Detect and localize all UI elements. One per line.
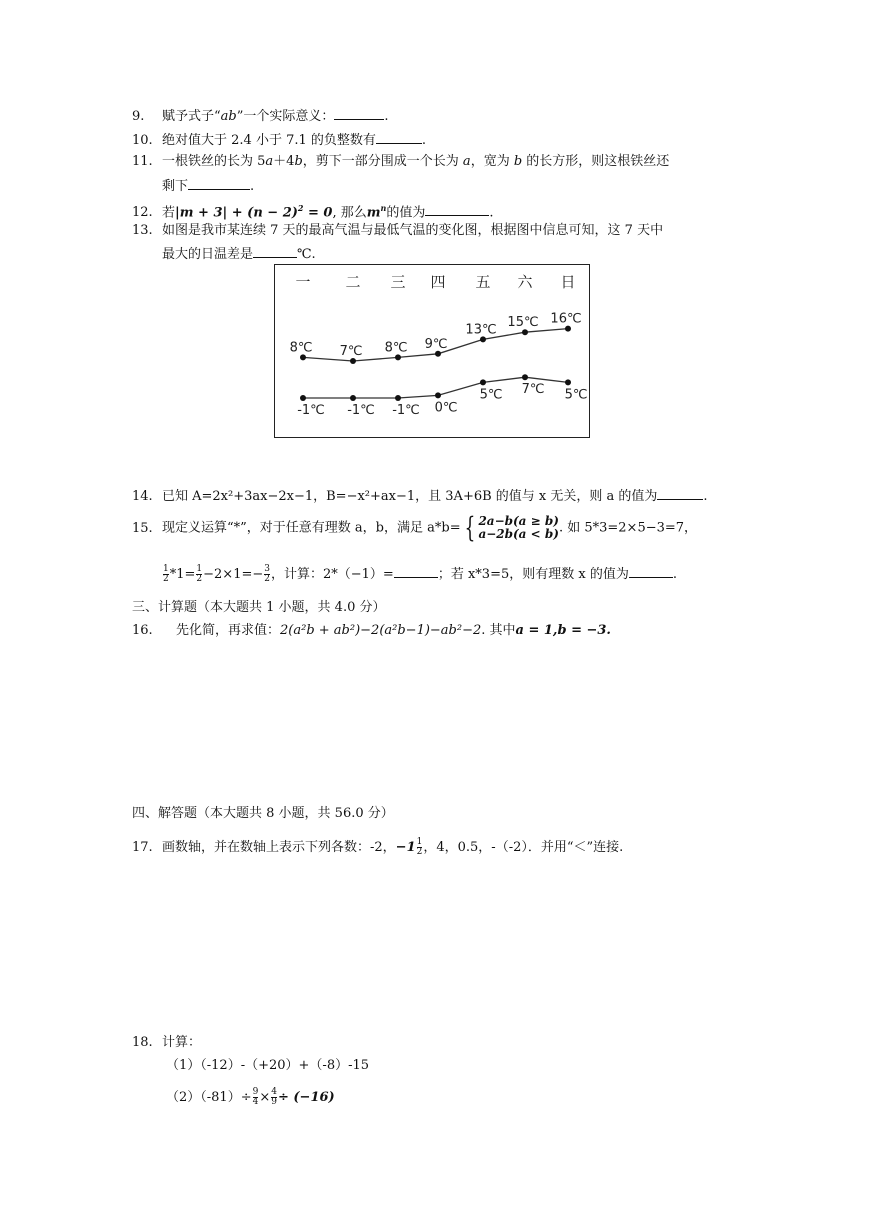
question-13: 13. 如图是我市某连续 7 天的最高气温与最低气温的变化图，根据图中信息可知，这 7 天中 xyxy=(132,223,664,238)
answer-blank[interactable] xyxy=(629,564,673,578)
chart-data-label: 15℃ xyxy=(507,315,539,331)
question-15: 15. 现定义运算“*”，对于任意有理数 a，b，满足 a*b= { 2a−b(a ≥ b) a−2b(a < b) . 如 5*3=2×5−3=7， xyxy=(132,511,698,544)
chart-point xyxy=(522,374,528,380)
question-13-line2: 最大的日温差是 ℃. xyxy=(162,244,316,264)
chart-data-label: 13℃ xyxy=(465,322,497,338)
fraction: $\frac{1}{2}$ xyxy=(416,837,423,857)
chart-point xyxy=(565,379,571,385)
chart-point xyxy=(435,392,441,398)
question-number: 17. xyxy=(132,840,153,855)
section-4-heading: 四、解答题（本大题共 8 小题，共 56.0 分） xyxy=(132,806,394,821)
chart-data-label: 8℃ xyxy=(384,340,408,356)
fraction: $\frac{3}{2}$ xyxy=(264,564,270,584)
question-number: 13. xyxy=(132,223,153,238)
question-number: 9. xyxy=(132,109,145,124)
chart-point xyxy=(395,395,401,401)
question-number: 11. xyxy=(132,154,153,169)
question-11-line2: 剩下 . xyxy=(162,176,254,196)
chart-point xyxy=(350,395,356,401)
question-11: 11. 一根铁丝的长为 5a＋4b，剪下一部分围成一个长为 a，宽为 b 的长方形，则这根铁丝还 xyxy=(132,154,670,169)
question-12: 12. 若$|m + 3| + (n - 2)^2 = 0$, 那么$m^n$的值为 . xyxy=(132,203,494,221)
question-18: 18. 计算： xyxy=(132,1035,202,1050)
chart-data-label: 5℃ xyxy=(479,387,503,403)
chart-category-label: 六 xyxy=(517,273,533,291)
chart-data-label: 5℃ xyxy=(564,387,588,403)
chart-data-label: 9℃ xyxy=(424,336,448,352)
temperature-chart xyxy=(274,264,590,438)
question-14: 14. 已知 A=2x²+3ax−2x−1，B=−x²+ax−1，且 3A+6B 的值与 x 无关，则 a 的值为 . xyxy=(132,486,708,506)
chart-data-label: 7℃ xyxy=(339,344,363,359)
chart-category-label: 二 xyxy=(345,273,361,291)
question-number: 14. xyxy=(132,489,153,504)
answer-blank[interactable] xyxy=(188,176,250,190)
chart-data-label: 0℃ xyxy=(434,400,458,416)
chart-data-label: -1℃ xyxy=(297,403,325,418)
fraction: $\frac{1}{2}$ xyxy=(163,564,169,584)
question-9: 9. 赋予式子“ab”一个实际意义： . xyxy=(132,106,389,126)
chart-category-label: 四 xyxy=(430,273,446,291)
question-18-part-2: （2）（-81）÷ $\frac{9}{4}$ × $\frac{4}{9}$ ÷ (−16) xyxy=(166,1087,335,1107)
question-number: 15. xyxy=(132,520,153,536)
chart-category-label: 一 xyxy=(295,273,311,291)
answer-blank[interactable] xyxy=(334,106,384,120)
answer-blank[interactable] xyxy=(657,486,703,500)
question-number: 16. xyxy=(132,623,153,638)
answer-blank[interactable] xyxy=(253,244,297,258)
chart-category-label: 五 xyxy=(475,273,491,291)
fraction: $\frac{1}{2}$ xyxy=(196,564,203,584)
piecewise-definition: { 2a−b(a ≥ b) a−2b(a < b) xyxy=(464,511,559,544)
question-17: 17. 画数轴，并在数轴上表示下列各数：-2，−1 $\frac{1}{2}$ ，4，0.5，-（-2）．并用“＜”连接. xyxy=(132,837,624,857)
chart-data-label: -1℃ xyxy=(392,403,420,418)
chart-category-label: 日 xyxy=(560,273,576,291)
chart-data-label: 8℃ xyxy=(289,340,313,356)
answer-blank[interactable] xyxy=(425,202,489,216)
question-number: 12. xyxy=(132,205,153,221)
question-16: 16. 先化简，再求值：2(a²b + ab²)−2(a²b−1)−ab²−2. 其中a = 1,b = −3. xyxy=(132,623,611,638)
fraction: $\frac{4}{9}$ xyxy=(271,1087,277,1107)
chart-data-label: 7℃ xyxy=(521,382,545,398)
chart-point xyxy=(480,379,486,385)
answer-blank[interactable] xyxy=(376,130,422,144)
question-18-part-1: （1）（-12）-（+20）+（-8）-15 xyxy=(166,1058,370,1073)
chart-data-label: 16℃ xyxy=(550,311,582,327)
fraction: $\frac{9}{4}$ xyxy=(252,1087,259,1107)
question-number: 10. xyxy=(132,133,153,148)
answer-blank[interactable] xyxy=(394,564,438,578)
chart-data-label: -1℃ xyxy=(347,403,375,418)
question-15-line2: $\frac{1}{2}$ *1= $\frac{1}{2}$ −2×1=− $\frac{3}{2}$ ，计算：2*（−1）= ；若 x*3=5，则有理数 x 的值为 . xyxy=(163,564,677,584)
chart-point xyxy=(300,395,306,401)
temperature-chart-svg xyxy=(275,265,589,437)
question-number: 18. xyxy=(132,1035,153,1050)
section-3-heading: 三、计算题（本大题共 1 小题，共 4.0 分） xyxy=(132,600,386,615)
chart-category-label: 三 xyxy=(390,273,406,291)
question-10: 10. 绝对值大于 2.4 小于 7.1 的负整数有 . xyxy=(132,130,426,150)
